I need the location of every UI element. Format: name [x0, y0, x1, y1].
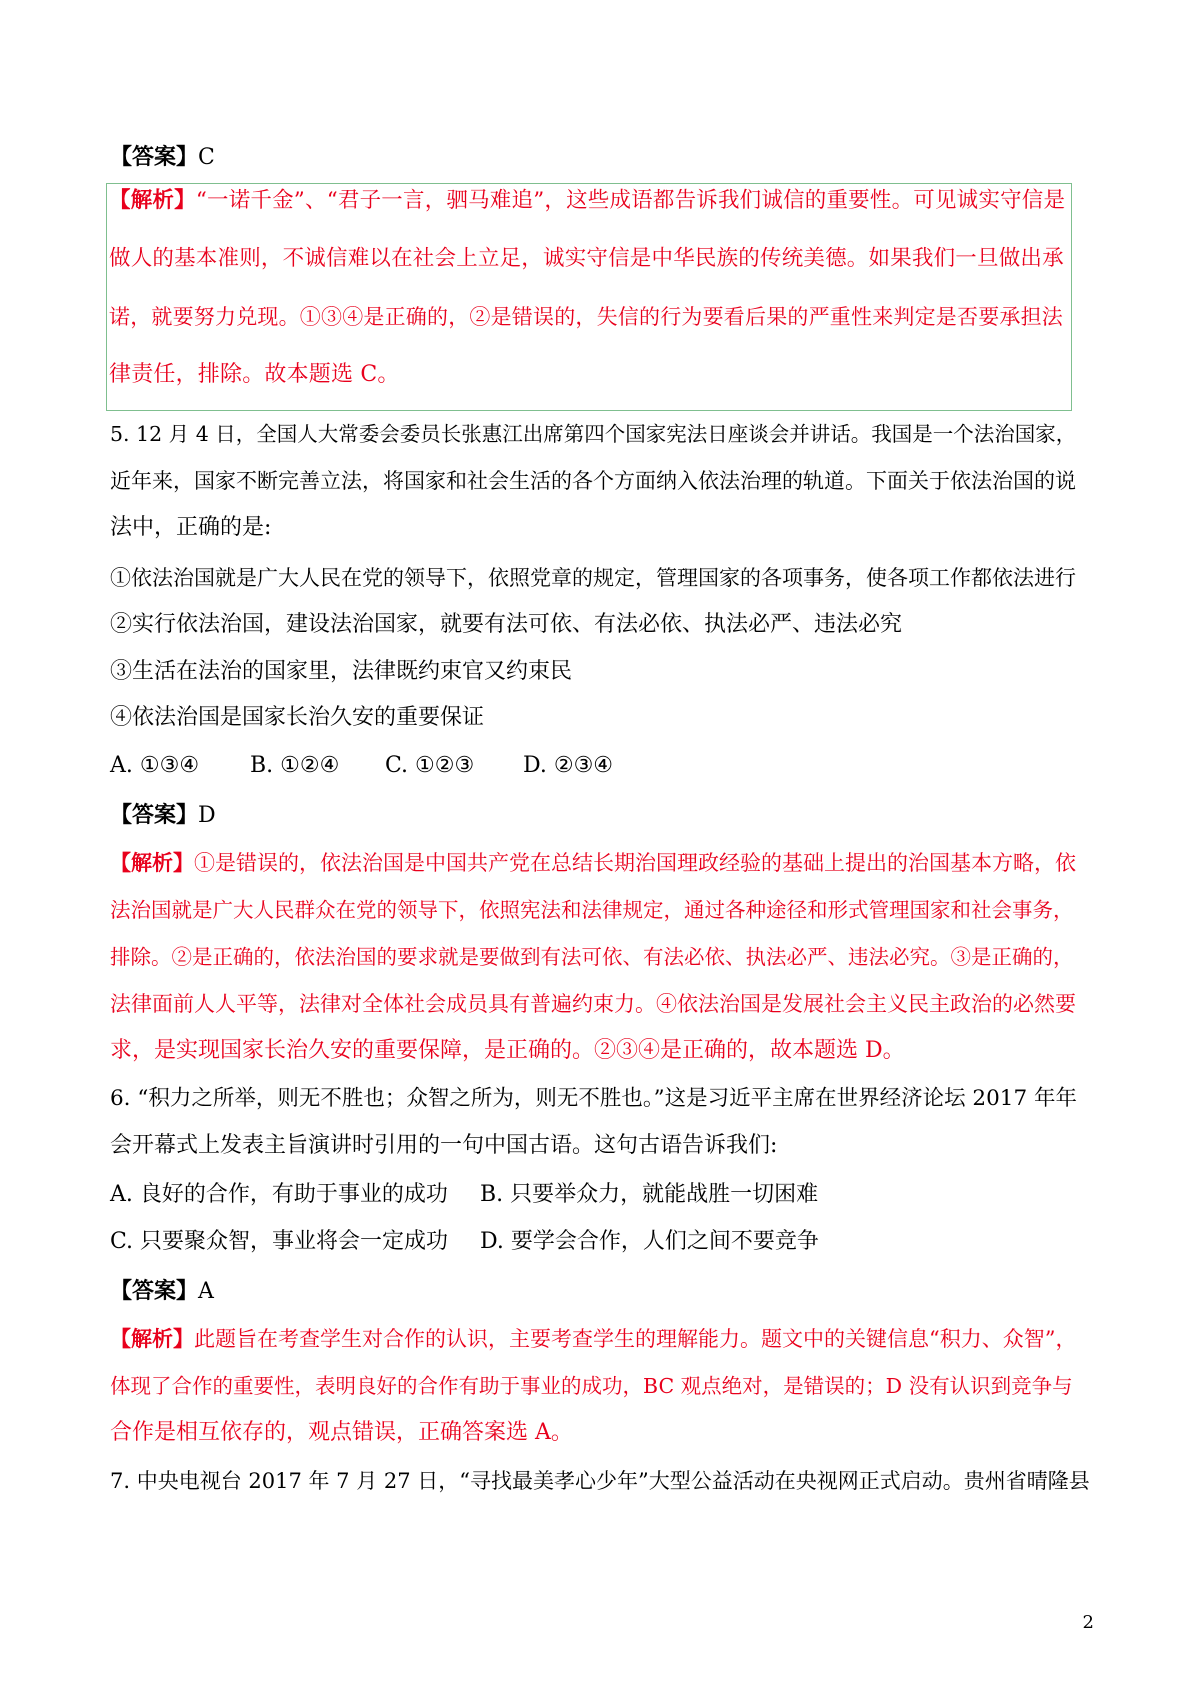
q5-analysis-line-2: 法治国就是广大人民群众在党的领导下，依照宪法和法律规定，通过各种途径和形式管理国家和社会事务， [110, 898, 1074, 922]
q4-analysis-line-4: 律责任，排除。故本题选 C。 [109, 362, 400, 387]
q5-option-b: B. ①②④ [250, 753, 340, 778]
q5-option-a: A. ①③④ [110, 753, 200, 778]
q6-stem-line-2: 会开幕式上发表主旨演讲时引用的一句中国古语。这句古语告诉我们: [110, 1133, 778, 1158]
q6-stem-line-1: 6. “积力之所举，则无不胜也；众智之所为，则无不胜也。”这是习近平主席在世界经济论坛 2017 年年 [110, 1086, 1077, 1111]
q4-analysis-box [106, 183, 1072, 411]
q5-stem-line-1: 5. 12 月 4 日，全国人大常委会委员长张惠江出席第四个国家宪法日座谈会并讲话。我国是一个法治国家， [110, 422, 1077, 446]
answer-value: A [198, 1279, 214, 1304]
q6-option-d: D. 要学会合作，人们之间不要竞争 [480, 1229, 819, 1254]
q5-option-c: C. ①②③ [385, 753, 475, 778]
q5-analysis-line-3: 排除。②是正确的，依法治国的要求就是要做到有法可依、有法必依、执法必严、违法必究。③是正确的， [110, 945, 1074, 969]
q6-analysis-line-1: 【解析】此题旨在考查学生对合作的认识，主要考查学生的理解能力。题文中的关键信息“积力、众智”， [110, 1326, 1077, 1351]
q5-statement-4: ④依法治国是国家长治久安的重要保证 [110, 705, 485, 730]
q6-analysis-line-3: 合作是相互依存的，观点错误，正确答案选 A。 [110, 1420, 573, 1445]
q5-option-d: D. ②③④ [523, 753, 614, 778]
q5-statement-3: ③生活在法治的国家里，法律既约束官又约束民 [110, 659, 573, 684]
analysis-tag: 【解析】 [110, 850, 194, 875]
q7-stem-line-1: 7. 中央电视台 2017 年 7 月 27 日，“寻找最美孝心少年”大型公益活动在央视网正式启动。贵州省晴隆县 [110, 1469, 1090, 1493]
answer-tag: 【答案】 [110, 144, 199, 170]
answer-value: D [198, 803, 216, 828]
q5-stem-line-2: 近年来，国家不断完善立法，将国家和社会生活的各个方面纳入依法治理的轨道。下面关于依法治国的说 [110, 469, 1076, 493]
q4-analysis-line-3: 诺，就要努力兑现。①③④是正确的，②是错误的，失信的行为要看后果的严重性来判定是否要承担法 [109, 305, 1063, 329]
answer-tag: 【答案】 [110, 1278, 199, 1304]
q4-analysis-line-1: 【解析】“一诺千金”、“君子一言，驷马难追”，这些成语都告诉我们诚信的重要性。可见诚实守信是 [109, 188, 1066, 213]
analysis-tag: 【解析】 [110, 1326, 194, 1351]
q5-analysis-line-1: 【解析】①是错误的，依法治国是中国共产党在总结长期治国理政经验的基础上提出的治国基本方略，依 [110, 850, 1076, 875]
answer-value: C [198, 145, 215, 170]
analysis-tag: 【解析】 [109, 188, 196, 213]
q5-stem-line-3: 法中，正确的是: [110, 515, 272, 540]
q6-answer-line [110, 1276, 1095, 1307]
q5-analysis-line-4: 法律面前人人平等，法律对全体社会成员具有普遍约束力。④依法治国是发展社会主义民主政治的必然要 [110, 992, 1076, 1016]
q6-option-a: A. 良好的合作，有助于事业的成功 [110, 1182, 448, 1207]
answer-tag: 【答案】 [110, 802, 199, 828]
q4-analysis-line-2: 做人的基本准则，不诚信难以在社会上立足，诚实守信是中华民族的传统美德。如果我们一旦做出承 [109, 246, 1064, 271]
q5-statement-1: ①依法治国就是广大人民在党的领导下，依照党章的规定，管理国家的各项事务，使各项工作都依法进行 [110, 566, 1076, 590]
q5-answer-line [110, 800, 1095, 831]
q6-option-c: C. 只要聚众智，事业将会一定成功 [110, 1229, 449, 1254]
q5-statement-2: ②实行依法治国，建设法治国家，就要有法可依、有法必依、执法必严、违法必究 [110, 612, 903, 637]
page-number: 2 [1082, 1612, 1094, 1633]
q6-analysis-line-2: 体现了合作的重要性，表明良好的合作有助于事业的成功，BC 观点绝对，是错误的；D 没有认识到竞争与 [110, 1374, 1073, 1398]
q4-answer-line [110, 142, 1095, 173]
q6-option-b: B. 只要举众力，就能战胜一切困难 [480, 1182, 819, 1207]
q5-analysis-line-5: 求，是实现国家长治久安的重要保障，是正确的。②③④是正确的，故本题选 D。 [110, 1038, 905, 1063]
